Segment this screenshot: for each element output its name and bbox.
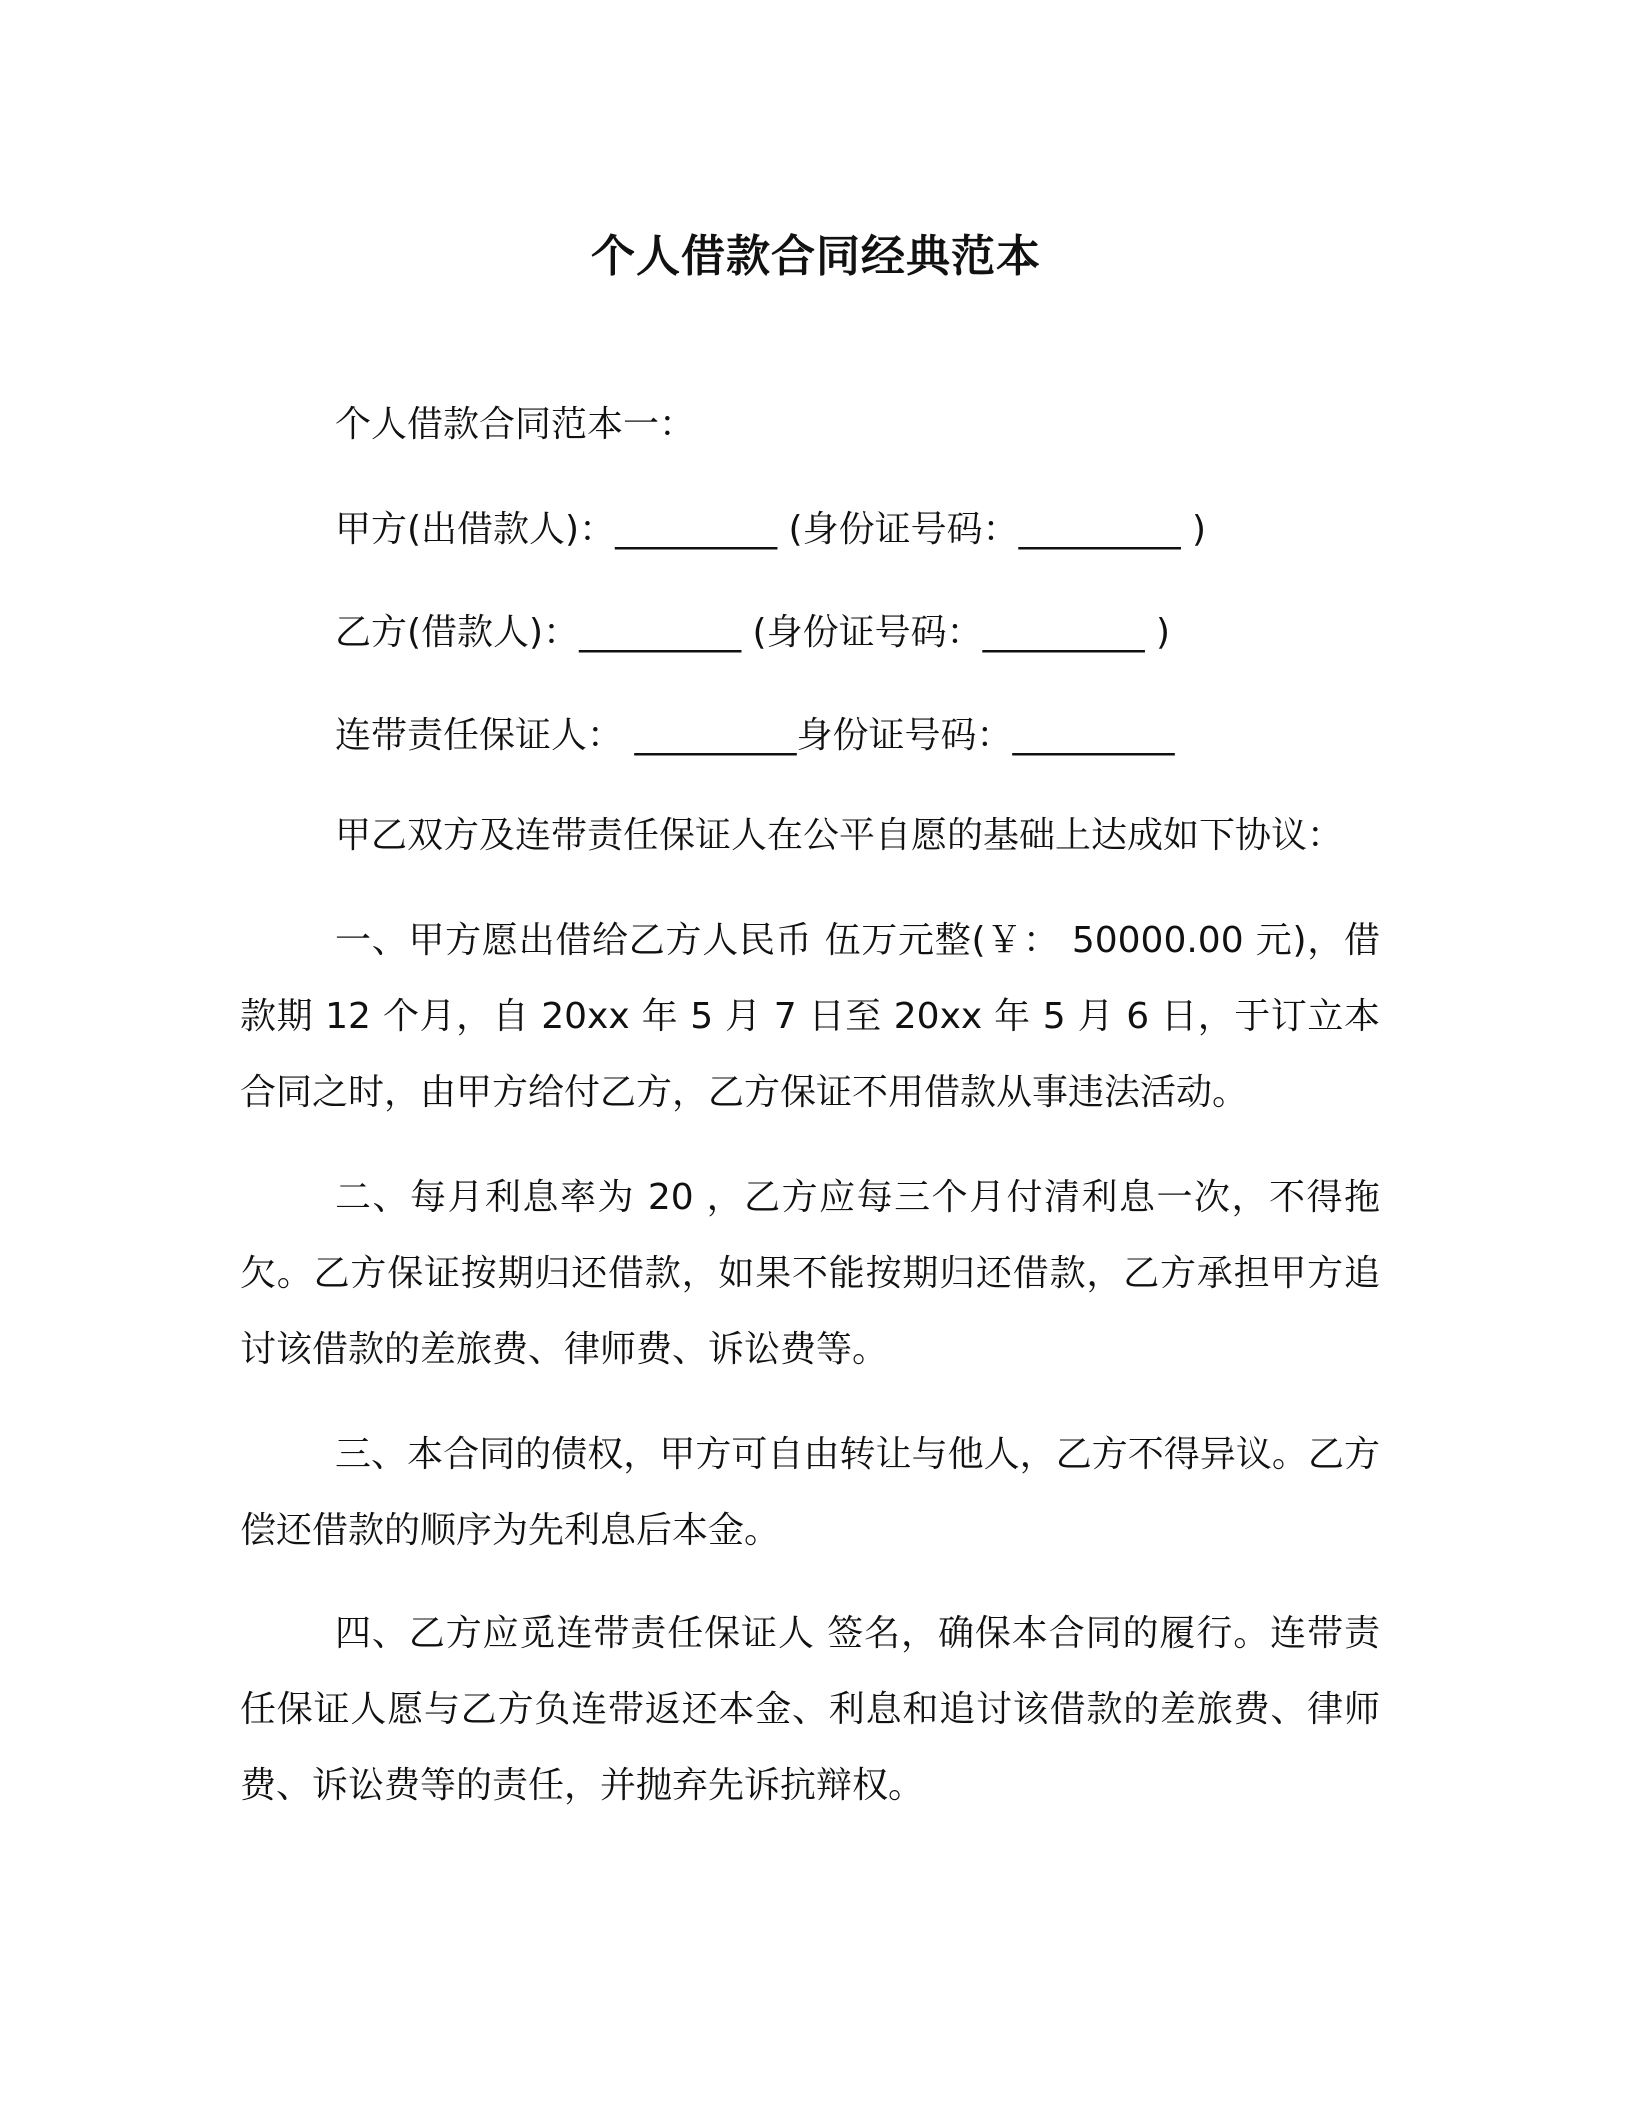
clause-2: 二、每月利息率为 20 ，乙方应每三个月付清利息一次，不得拖欠。乙方保证按期归还借款，如果不能按期归还借款，乙方承担甲方追讨该借款的差旅费、律师费、诉讼费等。 [240, 1177, 1380, 1370]
document-title: 个人借款合同经典范本 [591, 231, 1041, 282]
clause-1: 一、甲方愿出借给乙方人民币 伍万元整(￥： 50000.00 元)，借款期 12 个月，自 20xx 年 5 月 7 日至 20xx 年 5 月 6 日，于订立本合同之时，由甲方给付乙方，乙方保证不用借款从事违法活动。 [240, 920, 1380, 1113]
party-a-line: 甲方(出借款人)：_________ (身份证号码：_________ ) [335, 509, 1207, 550]
party-b-line: 乙方(借款人)：_________ (身份证号码：_________ ) [335, 612, 1171, 653]
clause-3: 三、本合同的债权，甲方可自由转让与他人，乙方不得异议。乙方偿还借款的顺序为先利息后本金。 [240, 1434, 1380, 1551]
agreement-intro: 甲乙双方及连带责任保证人在公平自愿的基础上达成如下协议： [335, 815, 1344, 856]
clause-4: 四、乙方应觅连带责任保证人 签名，确保本合同的履行。连带责任保证人愿与乙方负连带返还本金、利息和追讨该借款的差旅费、律师费、诉讼费等的责任，并抛弃先诉抗辩权。 [240, 1613, 1380, 1806]
contract-subtitle: 个人借款合同范本一： [335, 404, 696, 445]
guarantor-line: 连带责任保证人： _________身份证号码：_________ [335, 715, 1175, 756]
